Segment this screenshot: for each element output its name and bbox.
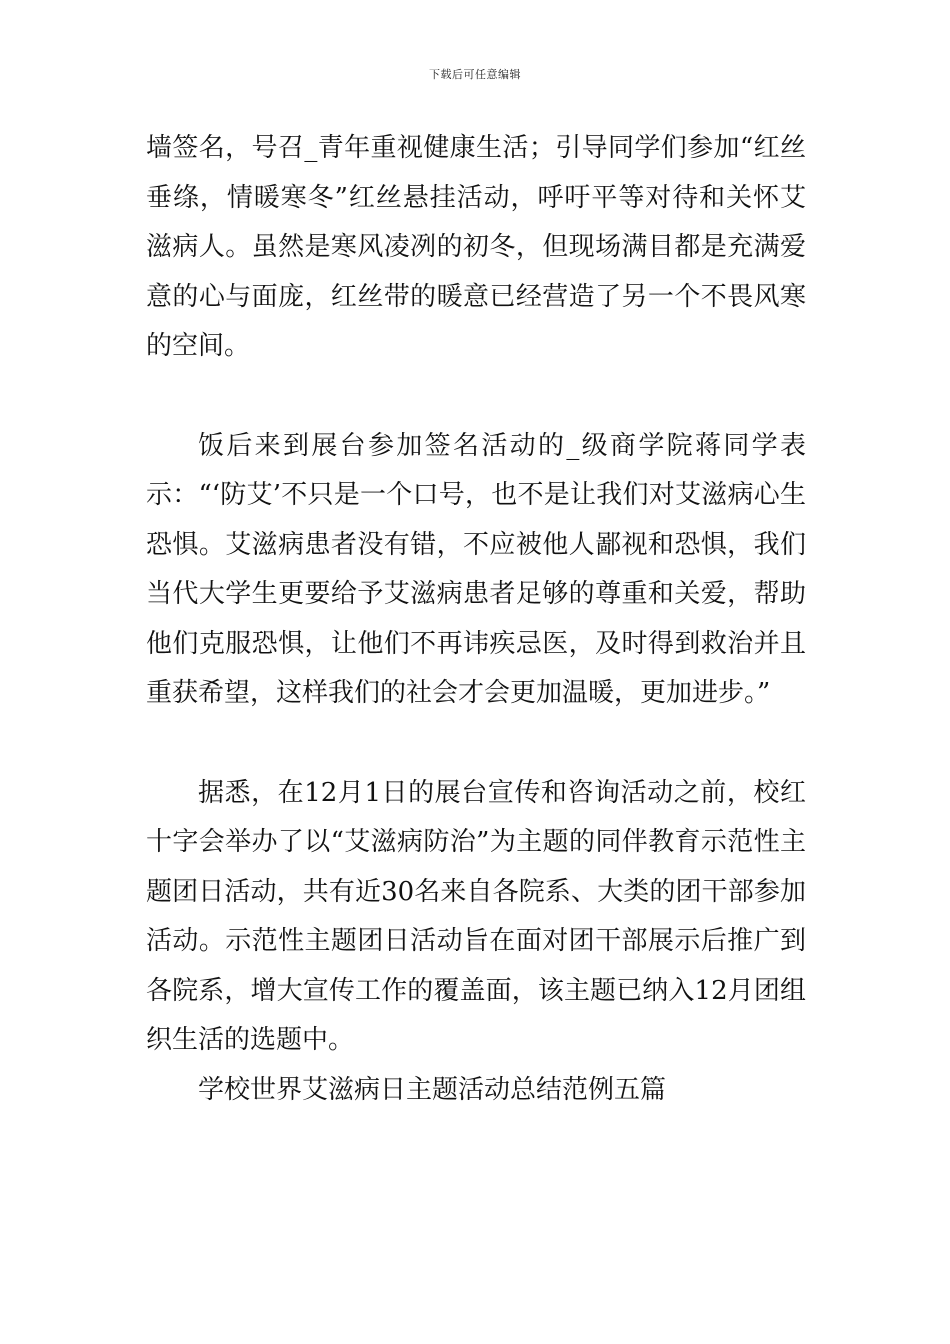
document-body: [146, 124, 806, 1115]
paragraph-2: 饭后来到展台参加签名活动的_级商学院蒋同学表示：“‘防艾’不只是一个口号，也不是让我们对艾滋病心生恐惧。艾滋病患者没有错，不应被他人鄙视和恐惧，我们当代大学生更要给予艾滋病患者足够的尊重和关爱，帮助他们克服恐惧，让他们不再讳疾忌医，及时得到救治并且重获希望，这样我们的社会才会更加温暖，更加进步。”: [146, 430, 806, 708]
paragraph-3: 据悉，在12月1日的展台宣传和咨询活动之前，校红十字会举办了以“艾滋病防治”为主题的同伴教育示范性主题团日活动，共有近30名来自各院系、大类的团干部参加活动。示范性主题团日活动旨在面对团干部展示后推广到各院系，增大宣传工作的覆盖面，该主题已纳入12月团组织生活的选题中。: [146, 777, 806, 1055]
section-title: 学校世界艾滋病日主题活动总结范例五篇: [198, 1074, 667, 1105]
page-header: 下载后可任意编辑: [429, 68, 521, 81]
paragraph-1: 墙签名，号召_青年重视健康生活；引导同学们参加“红丝垂绦，情暖寒冬”红丝悬挂活动，呼吁平等对待和关怀艾滋病人。虽然是寒风凌冽的初冬，但现场满目都是充满爱意的心与面庞，红丝带的暖意已经营造了另一个不畏风寒的空间。: [146, 133, 806, 361]
